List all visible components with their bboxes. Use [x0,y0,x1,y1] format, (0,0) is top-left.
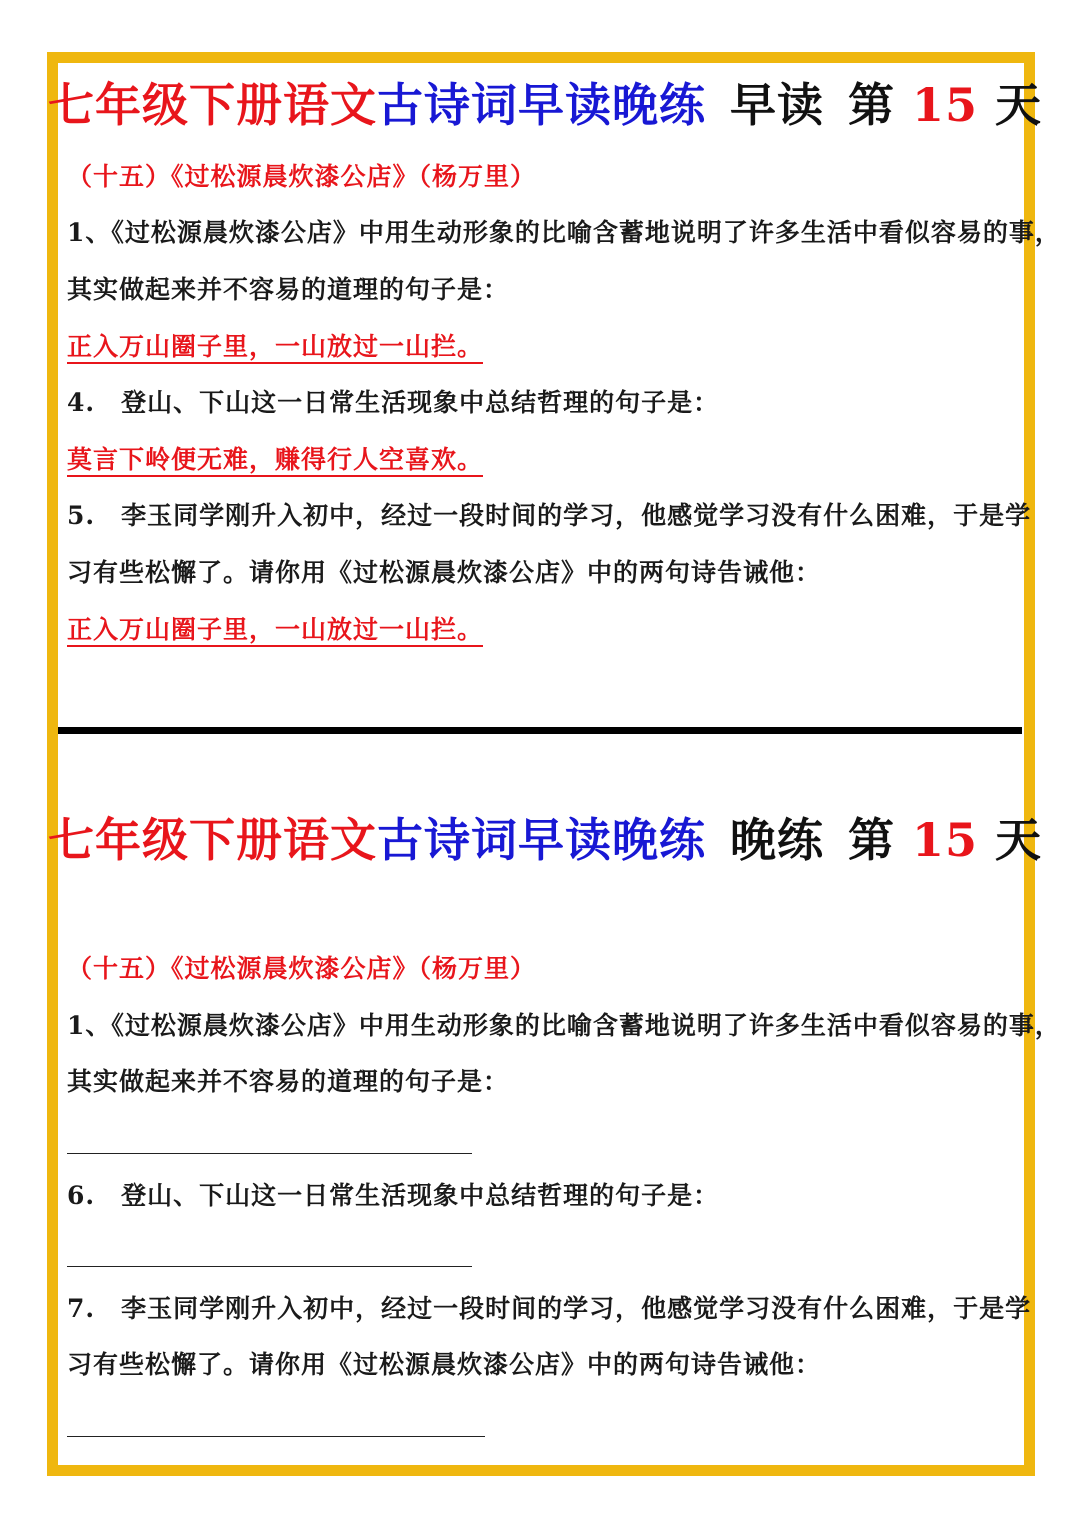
poem-heading: （十五）《过松源晨炊漆公店》（杨万里） [67,162,537,191]
page-frame [47,52,1035,1476]
title-blue-part: 古诗词早读晚练 [377,78,706,132]
title-day-number: 15 [912,78,979,132]
answer-2-text: 莫言下岭便无难，赚得行人空喜欢。 [67,445,483,477]
question-3-line-1: 5. 李玉同学刚升入初中，经过一段时间的学习，他感觉学习没有什么困难，于是学 [67,501,1032,530]
question-3-line-2: 习有些松懈了。请你用《过松源晨炊漆公店》中的两句诗告诫他： [67,1350,822,1379]
answer-blank-2[interactable] [67,1266,472,1267]
question-2: 6. 登山、下山这一日常生活现象中总结哲理的句子是： [67,1181,720,1210]
question-2: 4. 登山、下山这一日常生活现象中总结哲理的句子是： [67,388,720,417]
morning-title [48,70,1043,140]
title-day-prefix: 第 [848,813,895,867]
answer-2 [67,442,483,478]
title-session: 早读 [730,78,824,132]
answer-3-text: 正入万山圈子里，一山放过一山拦。 [67,615,483,647]
question-1-line-2: 其实做起来并不容易的道理的句子是： [67,275,510,304]
question-1-line-1: 1、《过松源晨炊漆公店》中用生动形象的比喻含蓄地说明了许多生活中看似容易的事， [67,218,1061,247]
title-day-number: 15 [912,813,979,867]
title-day-suffix: 天 [995,813,1043,867]
title-red-part: 七年级下册语文 [48,813,377,867]
question-1-line-2: 其实做起来并不容易的道理的句子是： [67,1067,510,1096]
answer-1 [67,329,483,365]
title-session: 晚练 [730,813,824,867]
title-day-prefix: 第 [848,78,895,132]
section-divider [58,727,1022,734]
answer-blank-1[interactable] [67,1153,472,1154]
answer-1-text: 正入万山圈子里，一山放过一山拦。 [67,332,483,364]
title-blue-part: 古诗词早读晚练 [377,813,706,867]
answer-blank-3[interactable] [67,1436,485,1437]
question-3-line-2: 习有些松懈了。请你用《过松源晨炊漆公店》中的两句诗告诫他： [67,558,822,587]
poem-heading: （十五）《过松源晨炊漆公店》（杨万里） [67,954,537,983]
title-day-suffix: 天 [995,78,1043,132]
title-red-part: 七年级下册语文 [48,78,377,132]
answer-3 [67,612,483,648]
question-3-line-1: 7. 李玉同学刚升入初中，经过一段时间的学习，他感觉学习没有什么困难，于是学 [67,1294,1032,1323]
question-1-line-1: 1、《过松源晨炊漆公店》中用生动形象的比喻含蓄地说明了许多生活中看似容易的事， [67,1011,1061,1040]
evening-title [48,805,1043,875]
